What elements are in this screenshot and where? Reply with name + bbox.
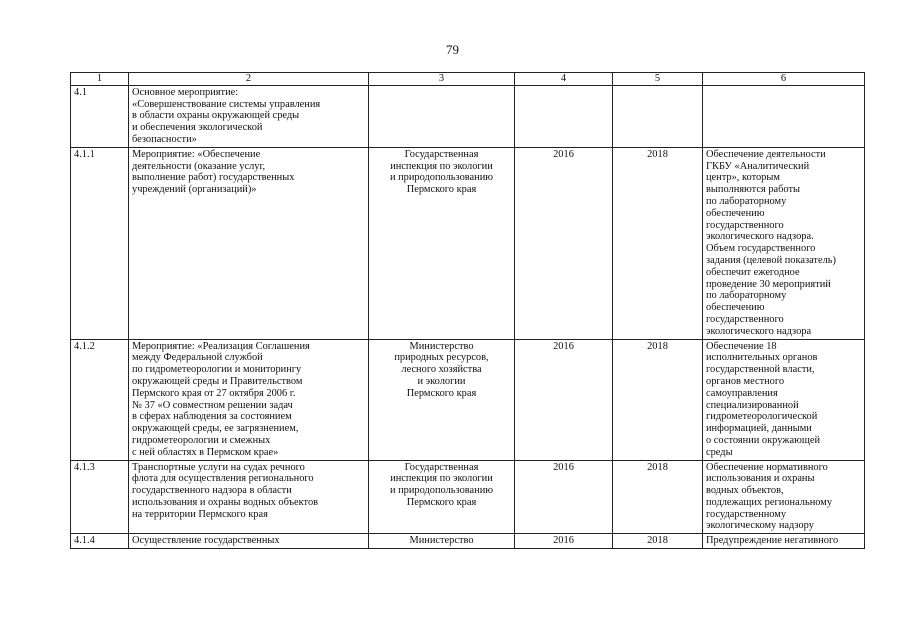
- table-row: [71, 534, 865, 549]
- start-year: 2016: [515, 147, 613, 339]
- executor: Министерство природных ресурсов, лесного хозяйства и экологии Пермского края: [369, 339, 515, 460]
- column-header: 5: [613, 73, 703, 86]
- activity-name: Транспортные услуги на судах речного флота для осуществления регионального государственного надзора в области использования и охраны водных объектов на территории Пермского края: [129, 460, 369, 534]
- column-header: 4: [515, 73, 613, 86]
- table-header-row: [71, 73, 865, 86]
- activity-name: Осуществление государственных: [129, 534, 369, 549]
- expected-result: Обеспечение 18 исполнительных органов государственной власти, органов местного самоуправления специализированной гидрометеорологической информацией, данными о состоянии окружающей среды: [703, 339, 865, 460]
- activity-name: Основное мероприятие: «Совершенствование системы управления в области охраны окружающей среды и обеспечения экологической безопасности»: [129, 85, 369, 147]
- page-number: 79: [446, 42, 459, 57]
- start-year: [515, 85, 613, 147]
- executor: Министерство: [369, 534, 515, 549]
- column-header: 1: [71, 73, 129, 86]
- start-year: 2016: [515, 534, 613, 549]
- column-header: 3: [369, 73, 515, 86]
- expected-result: Предупреждение негативного: [703, 534, 865, 549]
- expected-result: Обеспечение нормативного использования и охраны водных объектов, подлежащих региональному государственному экологическому надзору: [703, 460, 865, 534]
- program-activities-table: [70, 72, 865, 549]
- table-row: [71, 147, 865, 339]
- executor: Государственная инспекция по экологии и природопользованию Пермского края: [369, 460, 515, 534]
- executor: Государственная инспекция по экологии и природопользованию Пермского края: [369, 147, 515, 339]
- activity-name: Мероприятие: «Обеспечение деятельности (оказание услуг, выполнение работ) государственных учреждений (организаций)»: [129, 147, 369, 339]
- row-number: 4.1.4: [71, 534, 129, 549]
- table-row: [71, 460, 865, 534]
- end-year: 2018: [613, 147, 703, 339]
- expected-result: [703, 85, 865, 147]
- activity-name: Мероприятие: «Реализация Соглашения между Федеральной службой по гидрометеорологии и мониторингу окружающей среды и Правительством Пермского края от 27 октября 2006 г. № 37 «О совместном решении задач в сферах наблюдения за состоянием окружающей среды, ее загрязнением, гидрометеорологии и смежных с ней областях в Пермском крае»: [129, 339, 369, 460]
- end-year: 2018: [613, 339, 703, 460]
- start-year: 2016: [515, 460, 613, 534]
- end-year: 2018: [613, 534, 703, 549]
- end-year: [613, 85, 703, 147]
- start-year: 2016: [515, 339, 613, 460]
- table-row: [71, 85, 865, 147]
- table-row: [71, 339, 865, 460]
- row-number: 4.1.3: [71, 460, 129, 534]
- expected-result: Обеспечение деятельности ГКБУ «Аналитический центр», которым выполняются работы по лабораторному обеспечению государственного экологического надзора. Объем государственного задания (целевой показатель) обеспечит ежегодное проведение 30 мероприятий по лабораторному обеспечению государственного экологического надзора: [703, 147, 865, 339]
- row-number: 4.1.2: [71, 339, 129, 460]
- column-header: 6: [703, 73, 865, 86]
- row-number: 4.1: [71, 85, 129, 147]
- column-header: 2: [129, 73, 369, 86]
- row-number: 4.1.1: [71, 147, 129, 339]
- end-year: 2018: [613, 460, 703, 534]
- executor: [369, 85, 515, 147]
